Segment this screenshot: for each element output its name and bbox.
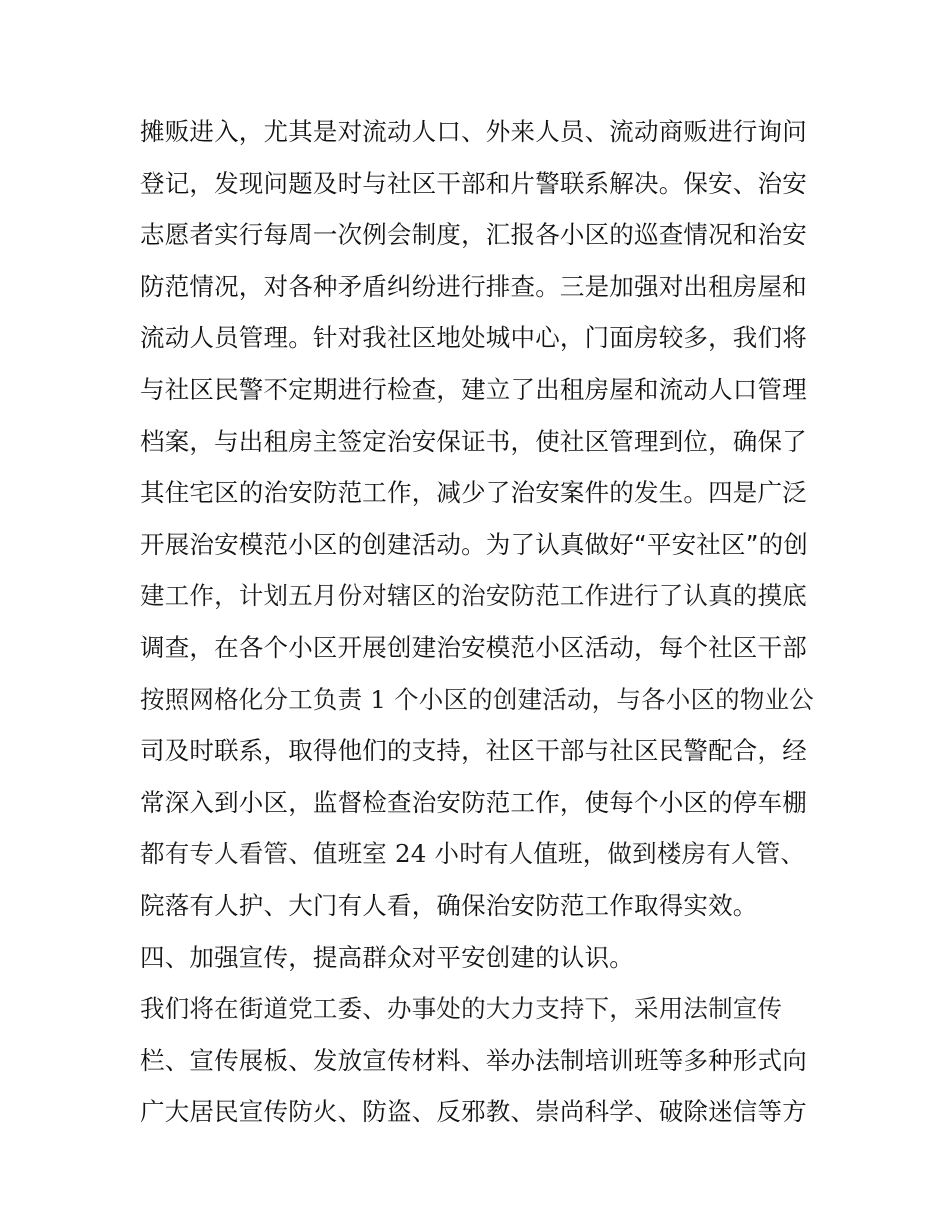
text-line: 与社区民警不定期进行检查，建立了出租房屋和流动人口管理: [140, 374, 807, 404]
text-line: 按照网格化分工负责 1 个小区的创建活动，与各小区的物业公: [140, 684, 814, 714]
text-line: 开展治安模范小区的创建活动。为了认真做好“平安社区”的创: [140, 529, 808, 559]
text-line: 院落有人护、大门有人看，确保治安防范工作取得实效。: [140, 890, 758, 920]
body-text: [140, 106, 820, 1138]
text-line: 档案，与出租房主签定治安保证书，使社区管理到位，确保了: [140, 426, 807, 456]
text-line: 栏、宣传展板、发放宣传材料、举办法制培训班等多种形式向: [140, 1045, 807, 1075]
text-line: 我们将在街道党工委、办事处的大力支持下，采用法制宣传: [140, 994, 783, 1024]
text-line: 都有专人看管、值班室 24 小时有人值班，做到楼房有人管、: [140, 839, 806, 869]
text-line: 调查，在各个小区开展创建治安模范小区活动，每个社区干部: [140, 632, 807, 662]
text-line: 建工作，计划五月份对辖区的治安防范工作进行了认真的摸底: [140, 581, 807, 611]
text-line: 登记，发现问题及时与社区干部和片警联系解决。保安、治安: [140, 168, 807, 198]
text-line: 流动人员管理。针对我社区地处城中心，门面房较多，我们将: [140, 323, 807, 353]
section-heading: 四、加强宣传，提高群众对平安创建的认识。: [140, 942, 634, 972]
text-line: 志愿者实行每周一次例会制度，汇报各小区的巡查情况和治安: [140, 220, 807, 250]
text-line: 常深入到小区，监督检查治安防范工作，使每个小区的停车棚: [140, 787, 807, 817]
text-line: 广大居民宣传防火、防盗、反邪教、崇尚科学、破除迷信等方: [140, 1097, 807, 1127]
text-line: 摊贩进入，尤其是对流动人口、外来人员、流动商贩进行询问: [140, 117, 807, 146]
text-line: 其住宅区的治安防范工作，减少了治安案件的发生。四是广泛: [140, 478, 807, 508]
text-line: 司及时联系，取得他们的支持，社区干部与社区民警配合，经: [140, 736, 807, 766]
text-line: 防范情况，对各种矛盾纠纷进行排查。三是加强对出租房屋和: [140, 271, 807, 301]
